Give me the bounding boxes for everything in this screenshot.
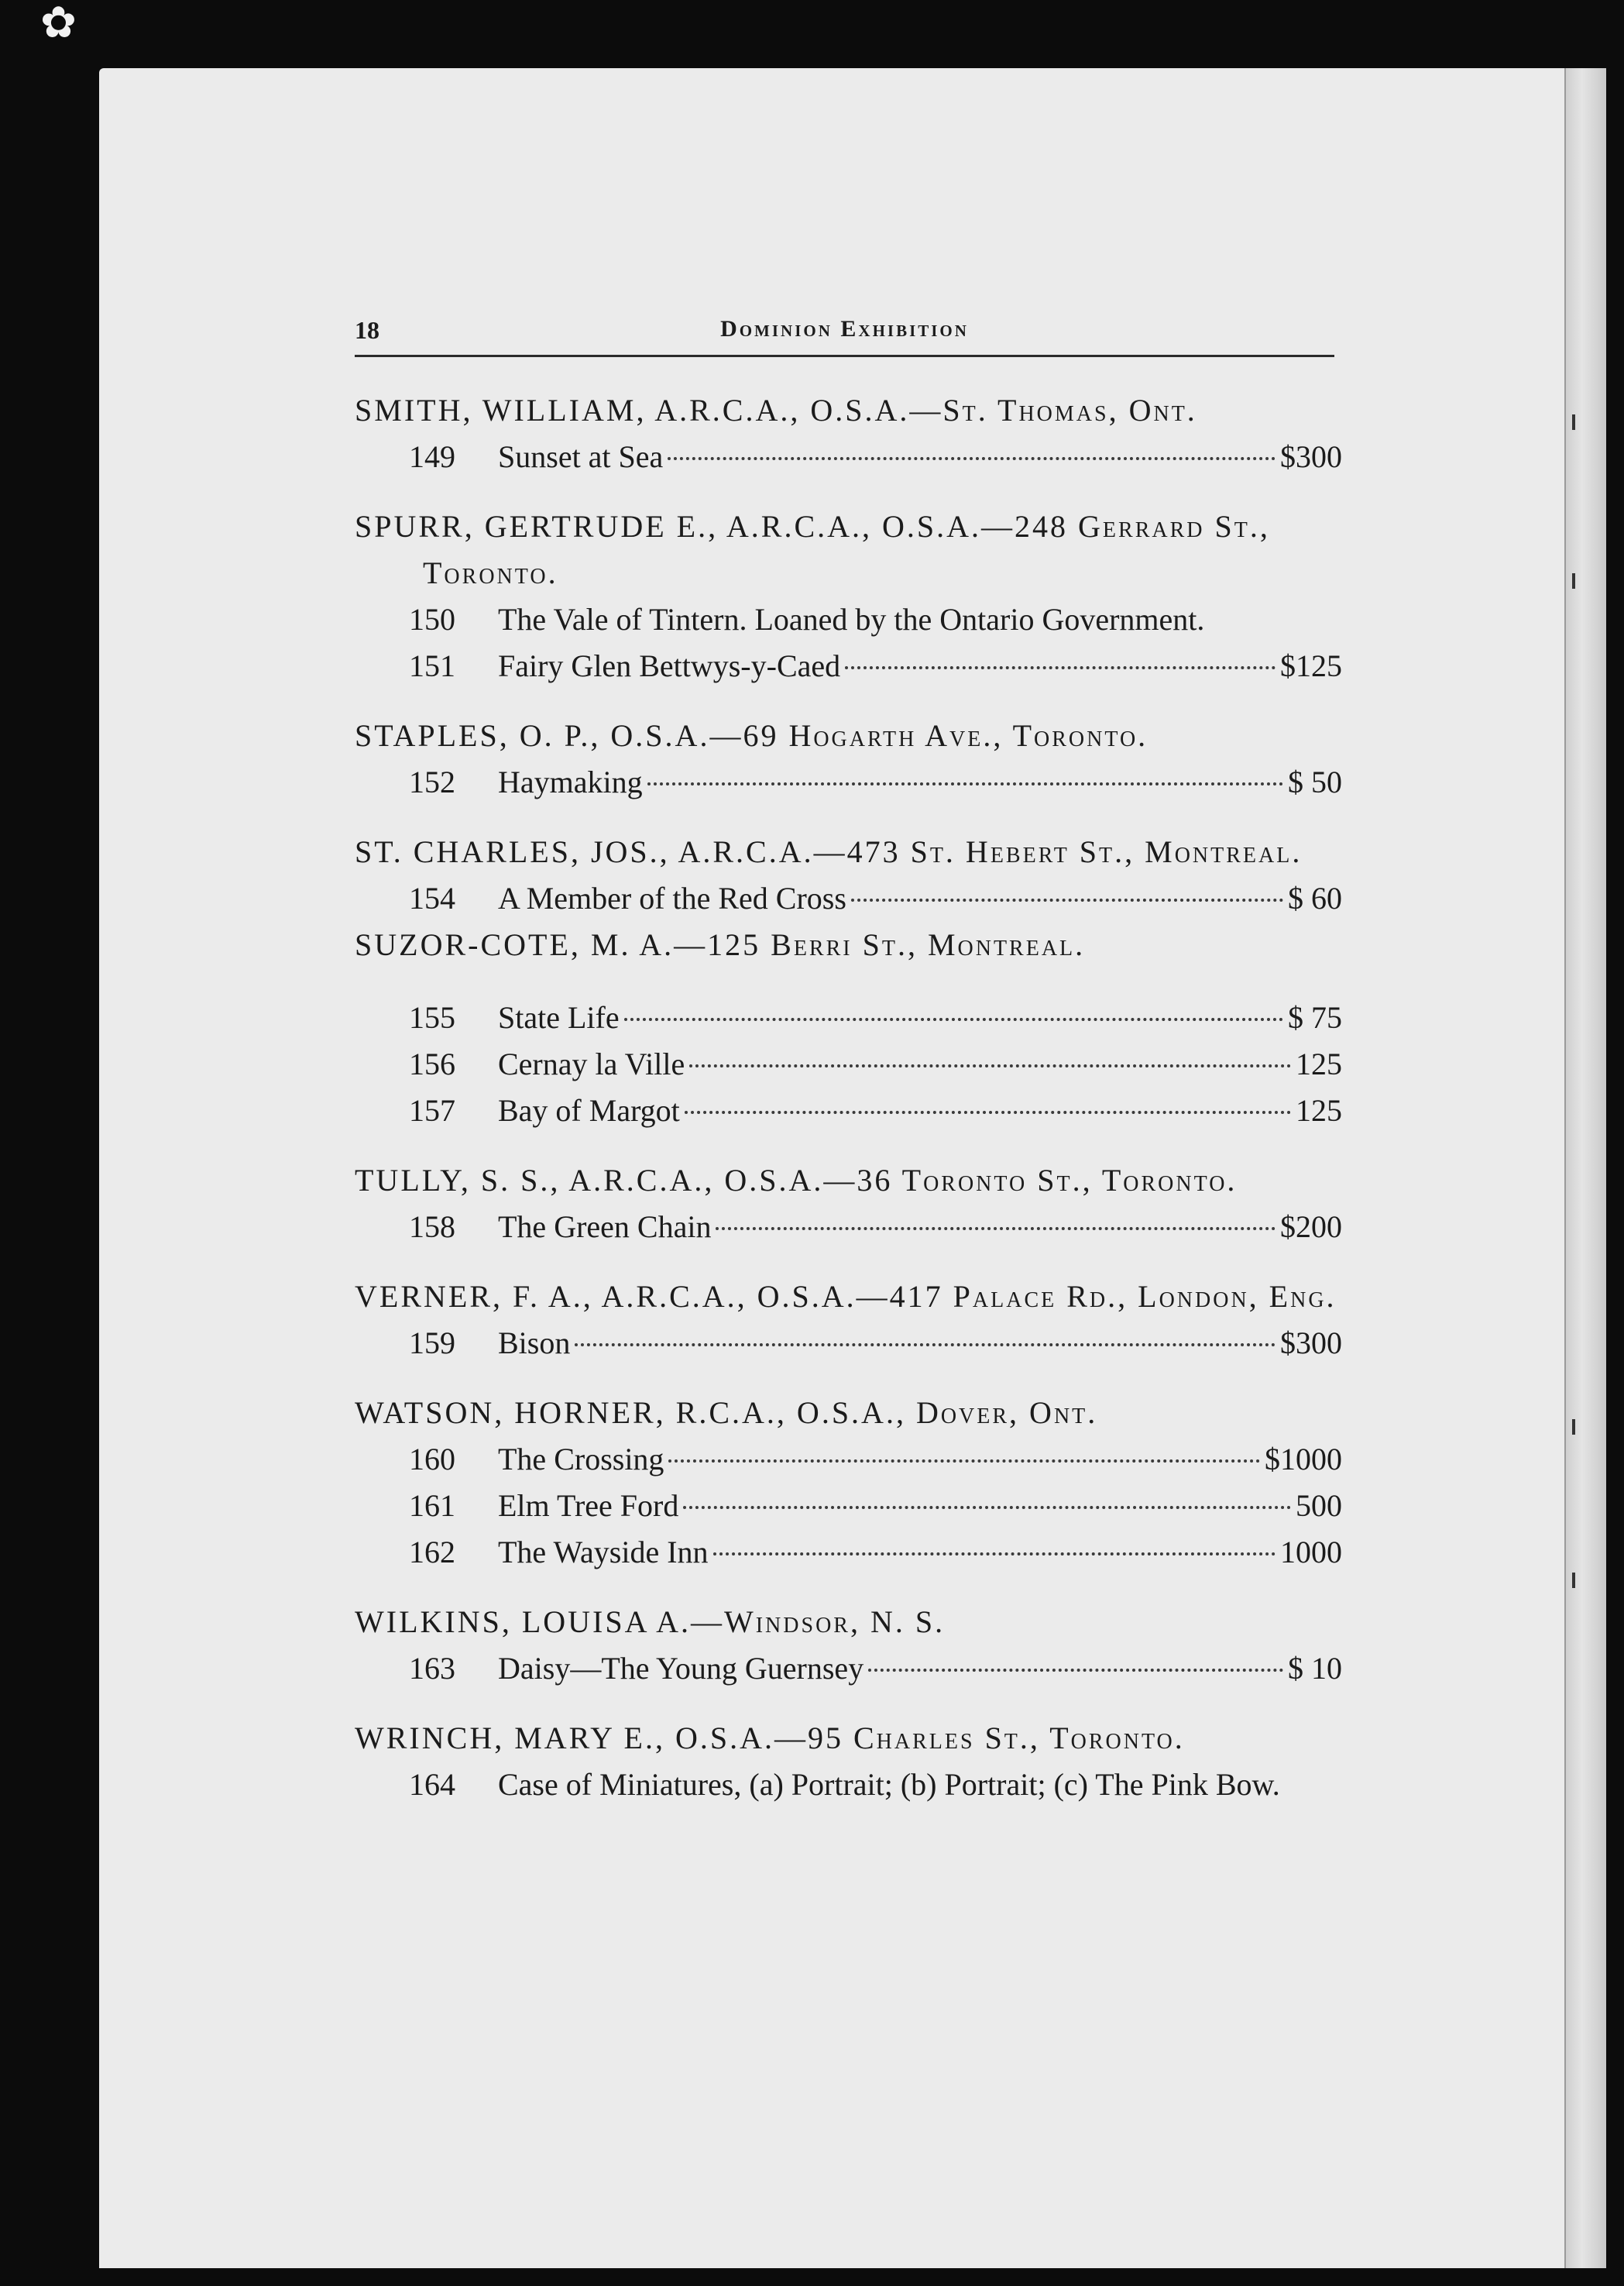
work-title: Sunset at Sea — [498, 439, 664, 474]
work-price: $ 60 — [1288, 881, 1342, 916]
dot-leader — [575, 1343, 1276, 1346]
work-price: $200 — [1280, 1209, 1342, 1244]
artist-heading: WATSON, HORNER, R.C.A., O.S.A., Dover, Ont. — [355, 1395, 1098, 1430]
dot-leader — [716, 1227, 1276, 1230]
artist-entry — [355, 1599, 1342, 1692]
work-item — [355, 1088, 1342, 1134]
works-list — [355, 995, 1342, 1134]
artist-heading: SPURR, GERTRUDE E., A.R.C.A., O.S.A.—248 Gerrard St., Toronto. — [355, 509, 1270, 590]
works-list — [355, 1645, 1342, 1692]
works-list — [355, 596, 1342, 689]
work-title: Case of Miniatures, (a) Portrait; (b) Portrait; (c) The Pink Bow. — [498, 1767, 1280, 1802]
work-number: 162 — [409, 1535, 455, 1569]
artist-entry — [355, 1274, 1342, 1366]
work-title: Elm Tree Ford — [498, 1488, 679, 1523]
works-list — [355, 1204, 1342, 1250]
page-header — [355, 316, 1334, 357]
dot-leader — [668, 1459, 1260, 1463]
works-list — [355, 759, 1342, 806]
work-title: Cernay la Ville — [498, 1047, 685, 1081]
work-number: 158 — [409, 1209, 455, 1244]
artist-heading: VERNER, F. A., A.R.C.A., O.S.A.—417 Palace Rd., London, Eng. — [355, 1279, 1337, 1314]
dot-leader — [683, 1506, 1291, 1509]
dot-leader — [851, 899, 1283, 902]
work-price: 125 — [1296, 1093, 1342, 1128]
artist-heading: SUZOR-COTE, M. A.—125 Berri St., Montreal. — [355, 927, 1086, 962]
artist-heading: WILKINS, LOUISA A.—Windsor, N. S. — [355, 1604, 946, 1639]
work-price: $ 50 — [1288, 765, 1342, 799]
work-title: The Wayside Inn — [498, 1535, 709, 1569]
work-price: 125 — [1296, 1047, 1342, 1081]
dot-leader — [685, 1111, 1291, 1114]
edge-tick — [1572, 1573, 1575, 1588]
artist-entry — [355, 922, 1342, 1134]
work-item — [355, 596, 1342, 643]
work-price: $1000 — [1265, 1442, 1342, 1476]
works-list — [355, 434, 1342, 480]
artist-heading: TULLY, S. S., A.R.C.A., O.S.A.—36 Toronto St., Toronto. — [355, 1163, 1238, 1198]
dot-leader — [868, 1669, 1283, 1672]
work-price: $ 75 — [1288, 1000, 1342, 1035]
work-title: A Member of the Red Cross — [498, 881, 846, 916]
artist-entry — [355, 713, 1342, 806]
work-number: 152 — [409, 765, 455, 799]
artist-entry — [355, 1157, 1342, 1250]
work-number: 164 — [409, 1767, 455, 1802]
work-number: 150 — [409, 602, 455, 637]
work-price: 500 — [1296, 1488, 1342, 1523]
work-price: $ 10 — [1288, 1651, 1342, 1686]
work-number: 154 — [409, 881, 455, 916]
dot-leader — [624, 1018, 1283, 1021]
work-number: 157 — [409, 1093, 455, 1128]
running-title: Dominion Exhibition — [720, 316, 969, 342]
facing-page-edge — [1564, 68, 1606, 2268]
work-item — [355, 759, 1342, 806]
artist-entry — [355, 504, 1342, 689]
artist-entry — [355, 1715, 1342, 1808]
artist-heading: STAPLES, O. P., O.S.A.—69 Hogarth Ave., Toronto. — [355, 718, 1148, 753]
work-item — [355, 1645, 1342, 1692]
film-corner-mark: ✿ — [40, 0, 77, 47]
work-number: 156 — [409, 1047, 455, 1081]
work-title: Bison — [498, 1325, 571, 1360]
work-item — [355, 1320, 1342, 1366]
work-number: 161 — [409, 1488, 455, 1523]
artist-entry — [355, 1390, 1342, 1576]
page-number: 18 — [355, 316, 379, 344]
artist-entry — [355, 387, 1342, 480]
work-price: $125 — [1280, 648, 1342, 683]
work-item — [355, 434, 1342, 480]
work-price: $300 — [1280, 1325, 1342, 1360]
work-item — [355, 1204, 1342, 1250]
catalogue-list — [355, 387, 1342, 1808]
work-title: The Green Chain — [498, 1209, 712, 1244]
dot-leader — [713, 1552, 1276, 1556]
work-item — [355, 1762, 1342, 1808]
works-list — [355, 1762, 1342, 1808]
work-price: $300 — [1280, 439, 1342, 474]
dot-leader — [668, 457, 1276, 460]
artist-heading: SMITH, WILLIAM, A.R.C.A., O.S.A.—St. Thomas, Ont. — [355, 393, 1197, 428]
dot-leader — [845, 666, 1276, 669]
work-price: 1000 — [1280, 1535, 1342, 1569]
works-list — [355, 1320, 1342, 1366]
work-item — [355, 1041, 1342, 1088]
work-item — [355, 995, 1342, 1041]
edge-tick — [1572, 1419, 1575, 1435]
work-item — [355, 1529, 1342, 1576]
works-list — [355, 875, 1342, 922]
work-item — [355, 1483, 1342, 1529]
work-number: 159 — [409, 1325, 455, 1360]
work-title: Bay of Margot — [498, 1093, 680, 1128]
work-title: The Crossing — [498, 1442, 664, 1476]
work-title: Daisy—The Young Guernsey — [498, 1651, 864, 1686]
work-title: Fairy Glen Bettwys-y-Caed — [498, 648, 841, 683]
works-list — [355, 1436, 1342, 1576]
work-item — [355, 643, 1342, 689]
work-title: State Life — [498, 1000, 620, 1035]
work-number: 151 — [409, 648, 455, 683]
work-item — [355, 875, 1342, 922]
work-number: 155 — [409, 1000, 455, 1035]
work-number: 163 — [409, 1651, 455, 1686]
work-item — [355, 1436, 1342, 1483]
artist-entry — [355, 829, 1342, 922]
work-title: The Vale of Tintern. Loaned by the Ontario Government. — [498, 602, 1205, 637]
work-title: Haymaking — [498, 765, 643, 799]
work-number: 160 — [409, 1442, 455, 1476]
artist-heading: WRINCH, MARY E., O.S.A.—95 Charles St., Toronto. — [355, 1721, 1185, 1755]
work-number: 149 — [409, 439, 455, 474]
edge-tick — [1572, 573, 1575, 589]
dot-leader — [689, 1064, 1291, 1067]
dot-leader — [647, 782, 1283, 785]
artist-heading: ST. CHARLES, JOS., A.R.C.A.—473 St. Hebert St., Montreal. — [355, 834, 1303, 869]
edge-tick — [1572, 414, 1575, 430]
